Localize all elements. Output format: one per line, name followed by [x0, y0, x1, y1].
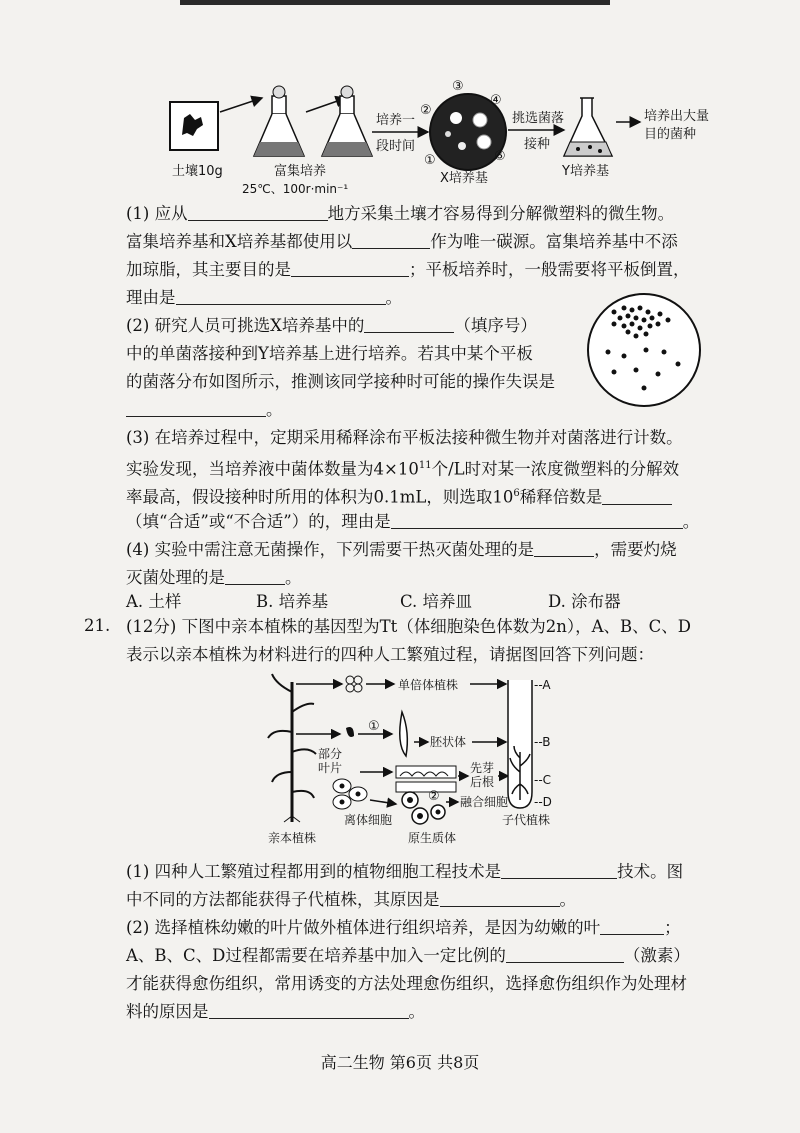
q20-p4-line1: (4) 实验中需注意无菌操作，下列需要干热灭菌处理的是 ，需要灼烧	[126, 540, 677, 559]
tube-mark-c: --C	[534, 773, 552, 787]
isolated-cell-label: 离体细胞	[344, 813, 393, 827]
tube-mark-d: --D	[534, 795, 552, 809]
answer-blank[interactable]	[126, 398, 266, 417]
page-footer: 高二生物 第6页 共8页	[320, 1053, 480, 1072]
answer-blank[interactable]	[188, 202, 328, 221]
q20-p2-line4: 。	[126, 396, 726, 424]
page-top-border	[180, 0, 610, 5]
tube-mark-a: --A	[534, 678, 551, 692]
shoot-first-label: 先芽	[470, 761, 495, 775]
answer-blank[interactable]	[176, 286, 386, 305]
process-1-label: ①	[368, 719, 380, 734]
arrow1-bottom-label: 段时间	[376, 139, 416, 154]
q20-p2-line3: 的菌落分布如图所示，推测该同学接种时可能的操作失误是	[126, 372, 555, 391]
q21-p2-line2: A、B、C、D过程都需要在培养基中加入一定比例的 （激素）	[126, 946, 690, 965]
leaf-tissue-icon	[346, 727, 354, 737]
offspring-plant-label: 子代植株	[502, 813, 551, 827]
leaf-label-2: 叶片	[318, 761, 343, 775]
haploid-plant-label: 单倍体植株	[398, 678, 459, 692]
result-bottom-label: 目的菌种	[644, 127, 697, 142]
q20-p1-line1: (1) 应从 地方采集土壤才容易得到分解微塑料的微生物。	[126, 204, 675, 223]
y-flask-icon	[564, 98, 612, 156]
tube-mark-b: --B	[534, 735, 551, 749]
answer-blank[interactable]	[534, 538, 594, 557]
q20-p3-line2: 实验发现，当培养液中菌体数量为$4\times 10^{11}$个/L时对某一浓度微塑料的分解效	[126, 459, 680, 479]
flask-icon	[254, 86, 304, 156]
embryoid-icon	[400, 712, 408, 756]
q20-p1-line4: 理由是 。	[126, 288, 402, 307]
parent-plant-icon	[268, 674, 316, 822]
culture-flow-diagram	[150, 72, 710, 202]
answer-blank[interactable]	[291, 258, 409, 277]
q20-p3-line3: 率最高，假设接种时所用的体积为0.1mL，则选取$10^6$稀释倍数是	[126, 480, 726, 512]
colony-label-4: ④	[490, 93, 502, 108]
colony-label-2: ②	[420, 103, 432, 118]
fused-cell-label: 融合细胞	[460, 795, 509, 809]
result-top-label: 培养出大量	[644, 109, 710, 124]
x-medium-label: X培养基	[440, 171, 488, 186]
answer-blank[interactable]	[364, 314, 454, 333]
q21-p2-line3: 才能获得愈伤组织，常用诱变的方法处理愈伤组织，选择愈伤组织作为处理材	[126, 974, 687, 993]
protoplast-label: 原生质体	[408, 831, 457, 845]
q20-p2-line1: (2) 研究人员可挑选X培养基中的 （填序号）	[126, 316, 537, 335]
q21-p2-line1: (2) 选择植株幼嫩的叶片做外植体进行组织培养，是因为幼嫩的叶 ；	[126, 918, 681, 937]
embryoid-label: 胚状体	[430, 735, 467, 749]
enrichment-conditions: 25℃、100r·min⁻¹	[242, 182, 349, 196]
option-b[interactable]: B. 培养基	[256, 592, 329, 611]
q21-intro-line1: (12分) 下图中亲本植株的基因型为Tt（体细胞染色体数为2n），A、B、C、D	[126, 617, 692, 636]
option-a[interactable]: A. 土样	[126, 592, 182, 611]
root-later-label: 后根	[470, 775, 495, 789]
colony-label-1: ①	[424, 153, 436, 168]
q20-p3-line1: (3) 在培养过程中，定期采用稀释涂布平板法接种微生物并对菌落进行计数。	[126, 428, 683, 447]
q20-p1-line3: 加琼脂，其主要目的是 ；平板培养时，一般需要将平板倒置，	[126, 260, 690, 279]
y-medium-label: Y培养基	[562, 164, 609, 179]
answer-blank[interactable]	[600, 916, 664, 935]
pollen-cluster-icon	[346, 676, 362, 692]
answer-blank[interactable]	[506, 944, 624, 963]
q21-intro-line2: 表示以亲本植株为材料进行的四种人工繁殖过程，请据图回答下列问题：	[126, 645, 654, 664]
option-d[interactable]: D. 涂布器	[548, 592, 621, 611]
question-number: 21.	[84, 616, 111, 635]
answer-blank[interactable]	[209, 1000, 409, 1019]
answer-blank[interactable]	[440, 888, 560, 907]
propagation-diagram	[262, 672, 572, 852]
arrow2-top-label: 挑选菌落	[512, 111, 565, 126]
colony-label-5: ⑤	[494, 149, 506, 164]
q21-p1-line2: 中不同的方法都能获得子代植株，其原因是 。	[126, 890, 576, 909]
isolated-cells-icon	[333, 779, 367, 809]
colony-label-3: ③	[452, 79, 464, 94]
answer-blank[interactable]	[225, 566, 285, 585]
q21-p2-line4: 料的原因是 。	[126, 1002, 425, 1021]
process-2-label: ②	[428, 789, 440, 804]
answer-blank[interactable]	[391, 510, 683, 529]
enrichment-label: 富集培养	[274, 164, 327, 179]
q21-p1-line1: (1) 四种人工繁殖过程都用到的植物细胞工程技术是 技术。图	[126, 862, 684, 881]
arrow1-top-label: 培养一	[376, 113, 416, 128]
soil-label: 土壤10g	[172, 164, 223, 179]
q20-p3-line4: （填“合适”或“不合适”）的，理由是 。	[126, 512, 700, 531]
flask-icon	[322, 86, 372, 156]
arrow2-bottom-label: 接种	[524, 137, 551, 152]
option-c[interactable]: C. 培养皿	[400, 592, 473, 611]
q20-p2-line2: 中的单菌落接种到Y培养基上进行培养。若其中某个平板	[126, 344, 533, 363]
parent-plant-label: 亲本植株	[268, 831, 317, 845]
answer-blank[interactable]	[352, 230, 430, 249]
leaf-label: 部分	[318, 747, 343, 761]
answer-blank[interactable]	[602, 486, 672, 505]
answer-blank[interactable]	[501, 860, 617, 879]
q20-p1-line2: 富集培养基和X培养基都使用以 作为唯一碳源。富集培养基中不添	[126, 232, 678, 251]
q20-p4-line2: 灭菌处理的是 。	[126, 568, 302, 587]
